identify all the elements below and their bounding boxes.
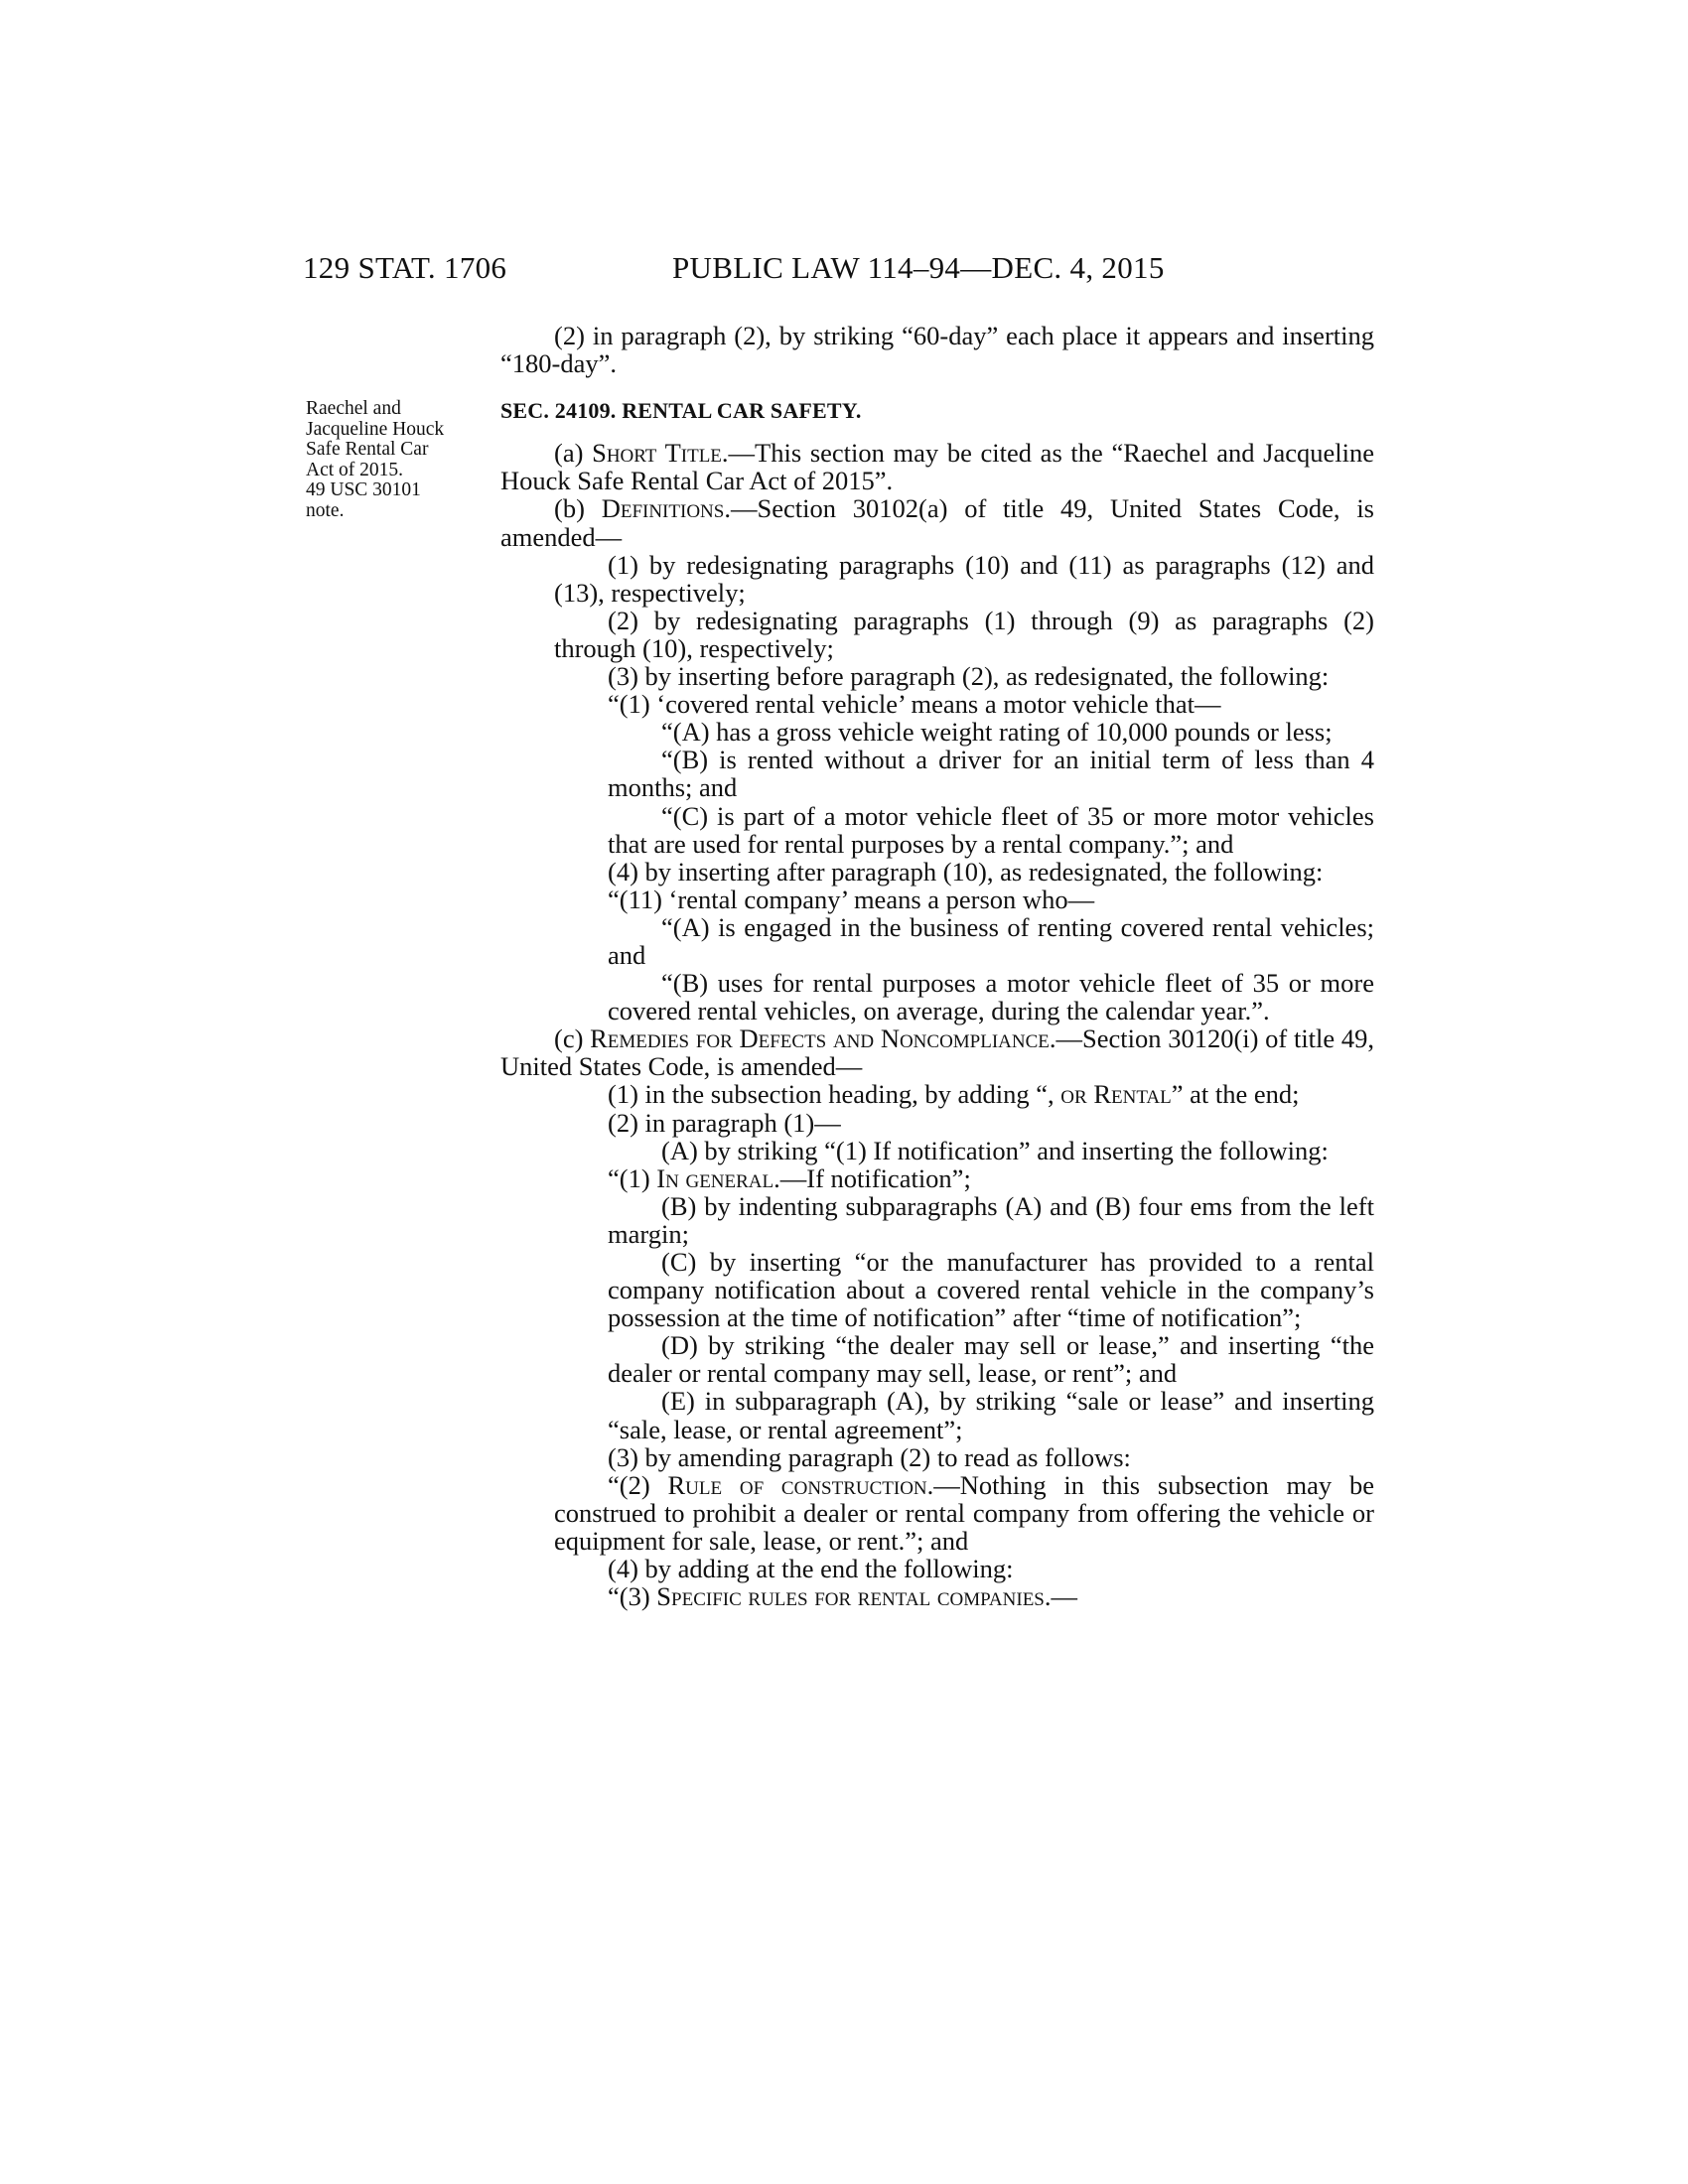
subsection-caption: Remedies for Defects and Noncompliance [590,1024,1050,1054]
subparagraph: “(A) has a gross vehicle weight rating of 10,000 pounds or less; [661,717,1333,748]
subsection-c: (c) Remedies for Defects and Noncompliance.—Section 30120(i) of title 49, United States Code, is amended— [500,1024,1374,1082]
paragraph: (4) by inserting after paragraph (10), as redesignated, the following: [608,856,1324,887]
subsection-a: (a) Short Title.—This section may be cited as the “Raechel and Jacqueline Houck Safe Rental Car Act of 2015”. [500,438,1374,496]
body-text [500,322,1374,1610]
paragraph: (4) by adding at the end the following: [608,1554,1014,1584]
subparagraph: “(A) is engaged in the business of renting covered rental vehicles; and [608,911,1374,970]
paragraph: (2) in paragraph (1)— [608,1107,841,1138]
quoted-definition: “(1) ‘covered rental vehicle’ means a motor vehicle that— [608,689,1221,720]
subsection-b: (b) Definitions.—Section 30102(a) of title 49, United States Code, is amended— [500,493,1374,552]
paragraph: (1) in the subsection heading, by adding “, or Rental” at the end; [608,1079,1300,1110]
subsection-caption: Definitions [601,493,725,524]
subparagraph: (C) by inserting “or the manufacturer has provided to a rental company notification about a covered rental vehicle in the company’s possession at the time of notification” after “time of notification”; [608,1247,1374,1333]
margin-note-line: Safe Rental Car [306,439,429,460]
margin-note-line: Act of 2015. [306,459,404,480]
subparagraph: “(C) is part of a motor vehicle fleet of 35 or more motor vehicles that are used for rental purposes by a rental company.”; and [608,800,1374,859]
statute-page-number: 129 STAT. 1706 [303,250,507,285]
running-header: PUBLIC LAW 114–94—DEC. 4, 2015 [672,250,1165,285]
paragraph: (2) by redesignating paragraphs (1) through (9) as paragraphs (2) through (10), respectively; [554,605,1374,663]
subparagraph: (B) by indenting subparagraphs (A) and (B) four ems from the left margin; [608,1190,1374,1249]
paragraph: (1) by redesignating paragraphs (10) and (11) as paragraphs (12) and (13), respectively; [554,549,1374,608]
subsection-caption: Short Title [592,438,722,469]
subparagraph: (D) by striking “the dealer may sell or lease,” and inserting “the dealer or rental company may sell, lease, or rent”; and [608,1330,1374,1389]
quoted-definition: “(11) ‘rental company’ means a person who— [608,884,1095,914]
quoted-text: “(3) Specific rules for rental companies.— [608,1581,1077,1612]
margin-note-line: Jacqueline Houck [306,418,445,440]
paragraph: (3) by inserting before paragraph (2), as redesignated, the following: [608,661,1330,692]
margin-note [306,399,485,521]
subparagraph: “(B) is rented without a driver for an initial term of less than 4 months; and [608,745,1374,803]
quoted-text: “(1) In general.—If notification”; [608,1162,971,1193]
subparagraph: (A) by striking “(1) If notification” and inserting the following: [661,1135,1329,1165]
subparagraph: “(B) uses for rental purposes a motor vehicle fleet of 35 or more covered rental vehicles, on average, during the calendar year.”. [608,968,1374,1026]
subparagraph: (E) in subparagraph (A), by striking “sale or lease” and inserting “sale, lease, or rental agreement”; [608,1386,1374,1444]
paragraph: (3) by amending paragraph (2) to read as follows: [608,1441,1131,1472]
margin-note-line: note. [306,499,345,521]
section-heading: SEC. 24109. RENTAL CAR SAFETY. [500,398,862,424]
paragraph-intro: (2) in paragraph (2), by striking “60-day” each place it appears and inserting “180-day”. [500,321,1374,379]
margin-note-line: Raechel and [306,398,401,419]
quoted-text: “(2) Rule of construction.—Nothing in this subsection may be construed to prohibit a dealer or rental company from offering the vehicle or equipment for sale, lease, or rent.”; and [554,1469,1374,1556]
margin-note-line: 49 USC 30101 [306,479,421,500]
